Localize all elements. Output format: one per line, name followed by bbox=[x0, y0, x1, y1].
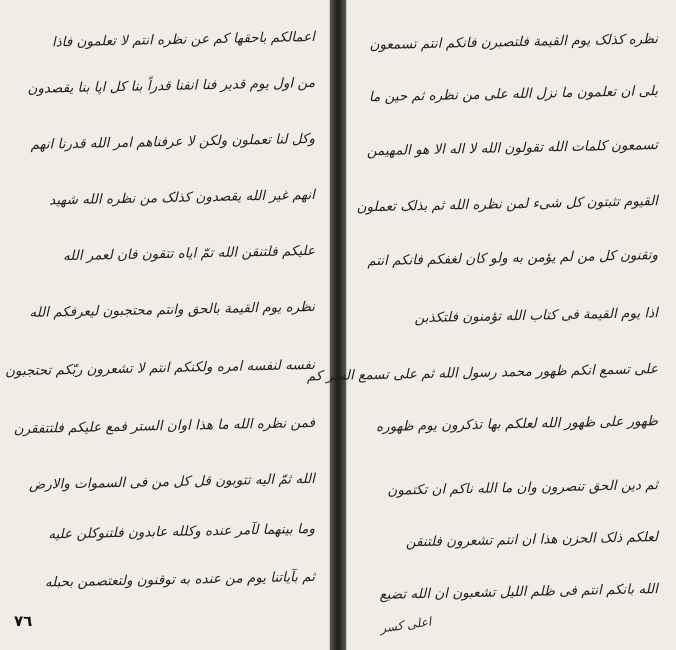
left-line-11: ثم بآیاتنا یوم من عنده به توقنون ولتعتصمن بحبله bbox=[44, 568, 316, 591]
left-line-10: وما بینهما لآمر عنده وکلله عابدون فلتنوکلن علیه bbox=[48, 520, 316, 543]
page-number: ٧٦ bbox=[14, 612, 33, 630]
right-line-4: القیوم تثبتون کل شیء لمن نظره الله ثم بذلک تعملون bbox=[356, 193, 659, 216]
right-line-9: ثم دین الحق تنصرون وان ما الله ناکم ان تکتمون bbox=[387, 477, 659, 499]
left-line-4: انهم غیر الله یقصدون کذلک من نظره الله شهید bbox=[48, 186, 316, 209]
left-line-1: اعمالکم باحقها کم عن نظره انتم لا تعلمون فاذا bbox=[51, 28, 316, 51]
book-gutter bbox=[330, 0, 346, 650]
left-line-5: علیکم فلتنقن الله تمّ ایاه تتقون فان لعمر الله bbox=[62, 242, 316, 265]
right-line-2: بلی ان تعلمون ما نزل الله علی من نظره ثم حین ما bbox=[368, 83, 659, 106]
left-line-7: نفسه لنفسه امره ولکنکم انتم لا تشعرون ربّکم تحتجبون bbox=[4, 356, 316, 380]
left-line-3: وکل لنا تعملون ولکن لا عرفناهم امر الله قدرنا انهم bbox=[30, 130, 316, 153]
right-line-10: لعلکم ذلک الحزن هذا ان انتم تشعرون فلتنقن bbox=[405, 529, 659, 551]
left-line-6: نظره یوم القیمة بالحق وانتم محتجبون لیعرفکم الله bbox=[29, 298, 316, 321]
right-line-7: علی تسمع انکم ظهور محمد رسول الله ثم علی تسمع السر کم bbox=[306, 361, 659, 385]
left-line-8: فمن نظره الله ما هذا اوان الستر فمع علیکم فلتتفقرن bbox=[13, 414, 316, 438]
right-line-5: وتقنون کل من لم یؤمن به ولو کان لغفکم فانکم انتم bbox=[367, 247, 659, 270]
right-line-8: ظهور علی ظهور الله لعلکم بها تذکرون یوم ظهوره bbox=[375, 413, 659, 436]
left-line-2: من اول یوم قدیر فنا انفنا قدراً بنا کل اپا بنا یقصدون bbox=[27, 74, 316, 97]
signature-mark: اعلی کسر bbox=[379, 614, 433, 636]
right-line-1: نظره کذلک یوم القیمة فلتصبرن فانکم انتم تسمعون bbox=[369, 31, 659, 54]
right-line-3: تسمعون کلمات الله تقولون الله لا اله الا هو المهیمن bbox=[366, 137, 659, 160]
left-line-9: الله ثمّ الیه تتوبون قل کل من فی السموات والارض bbox=[28, 470, 316, 493]
right-line-11: الله بانکم انتم فی ظلم اللیل تشعبون ان الله تضیع bbox=[379, 581, 659, 603]
right-page bbox=[306, 0, 676, 650]
left-page bbox=[0, 0, 330, 650]
right-line-6: اذا یوم القیمة فی کتاب الله تؤمنون فلتکذبن bbox=[414, 305, 659, 327]
